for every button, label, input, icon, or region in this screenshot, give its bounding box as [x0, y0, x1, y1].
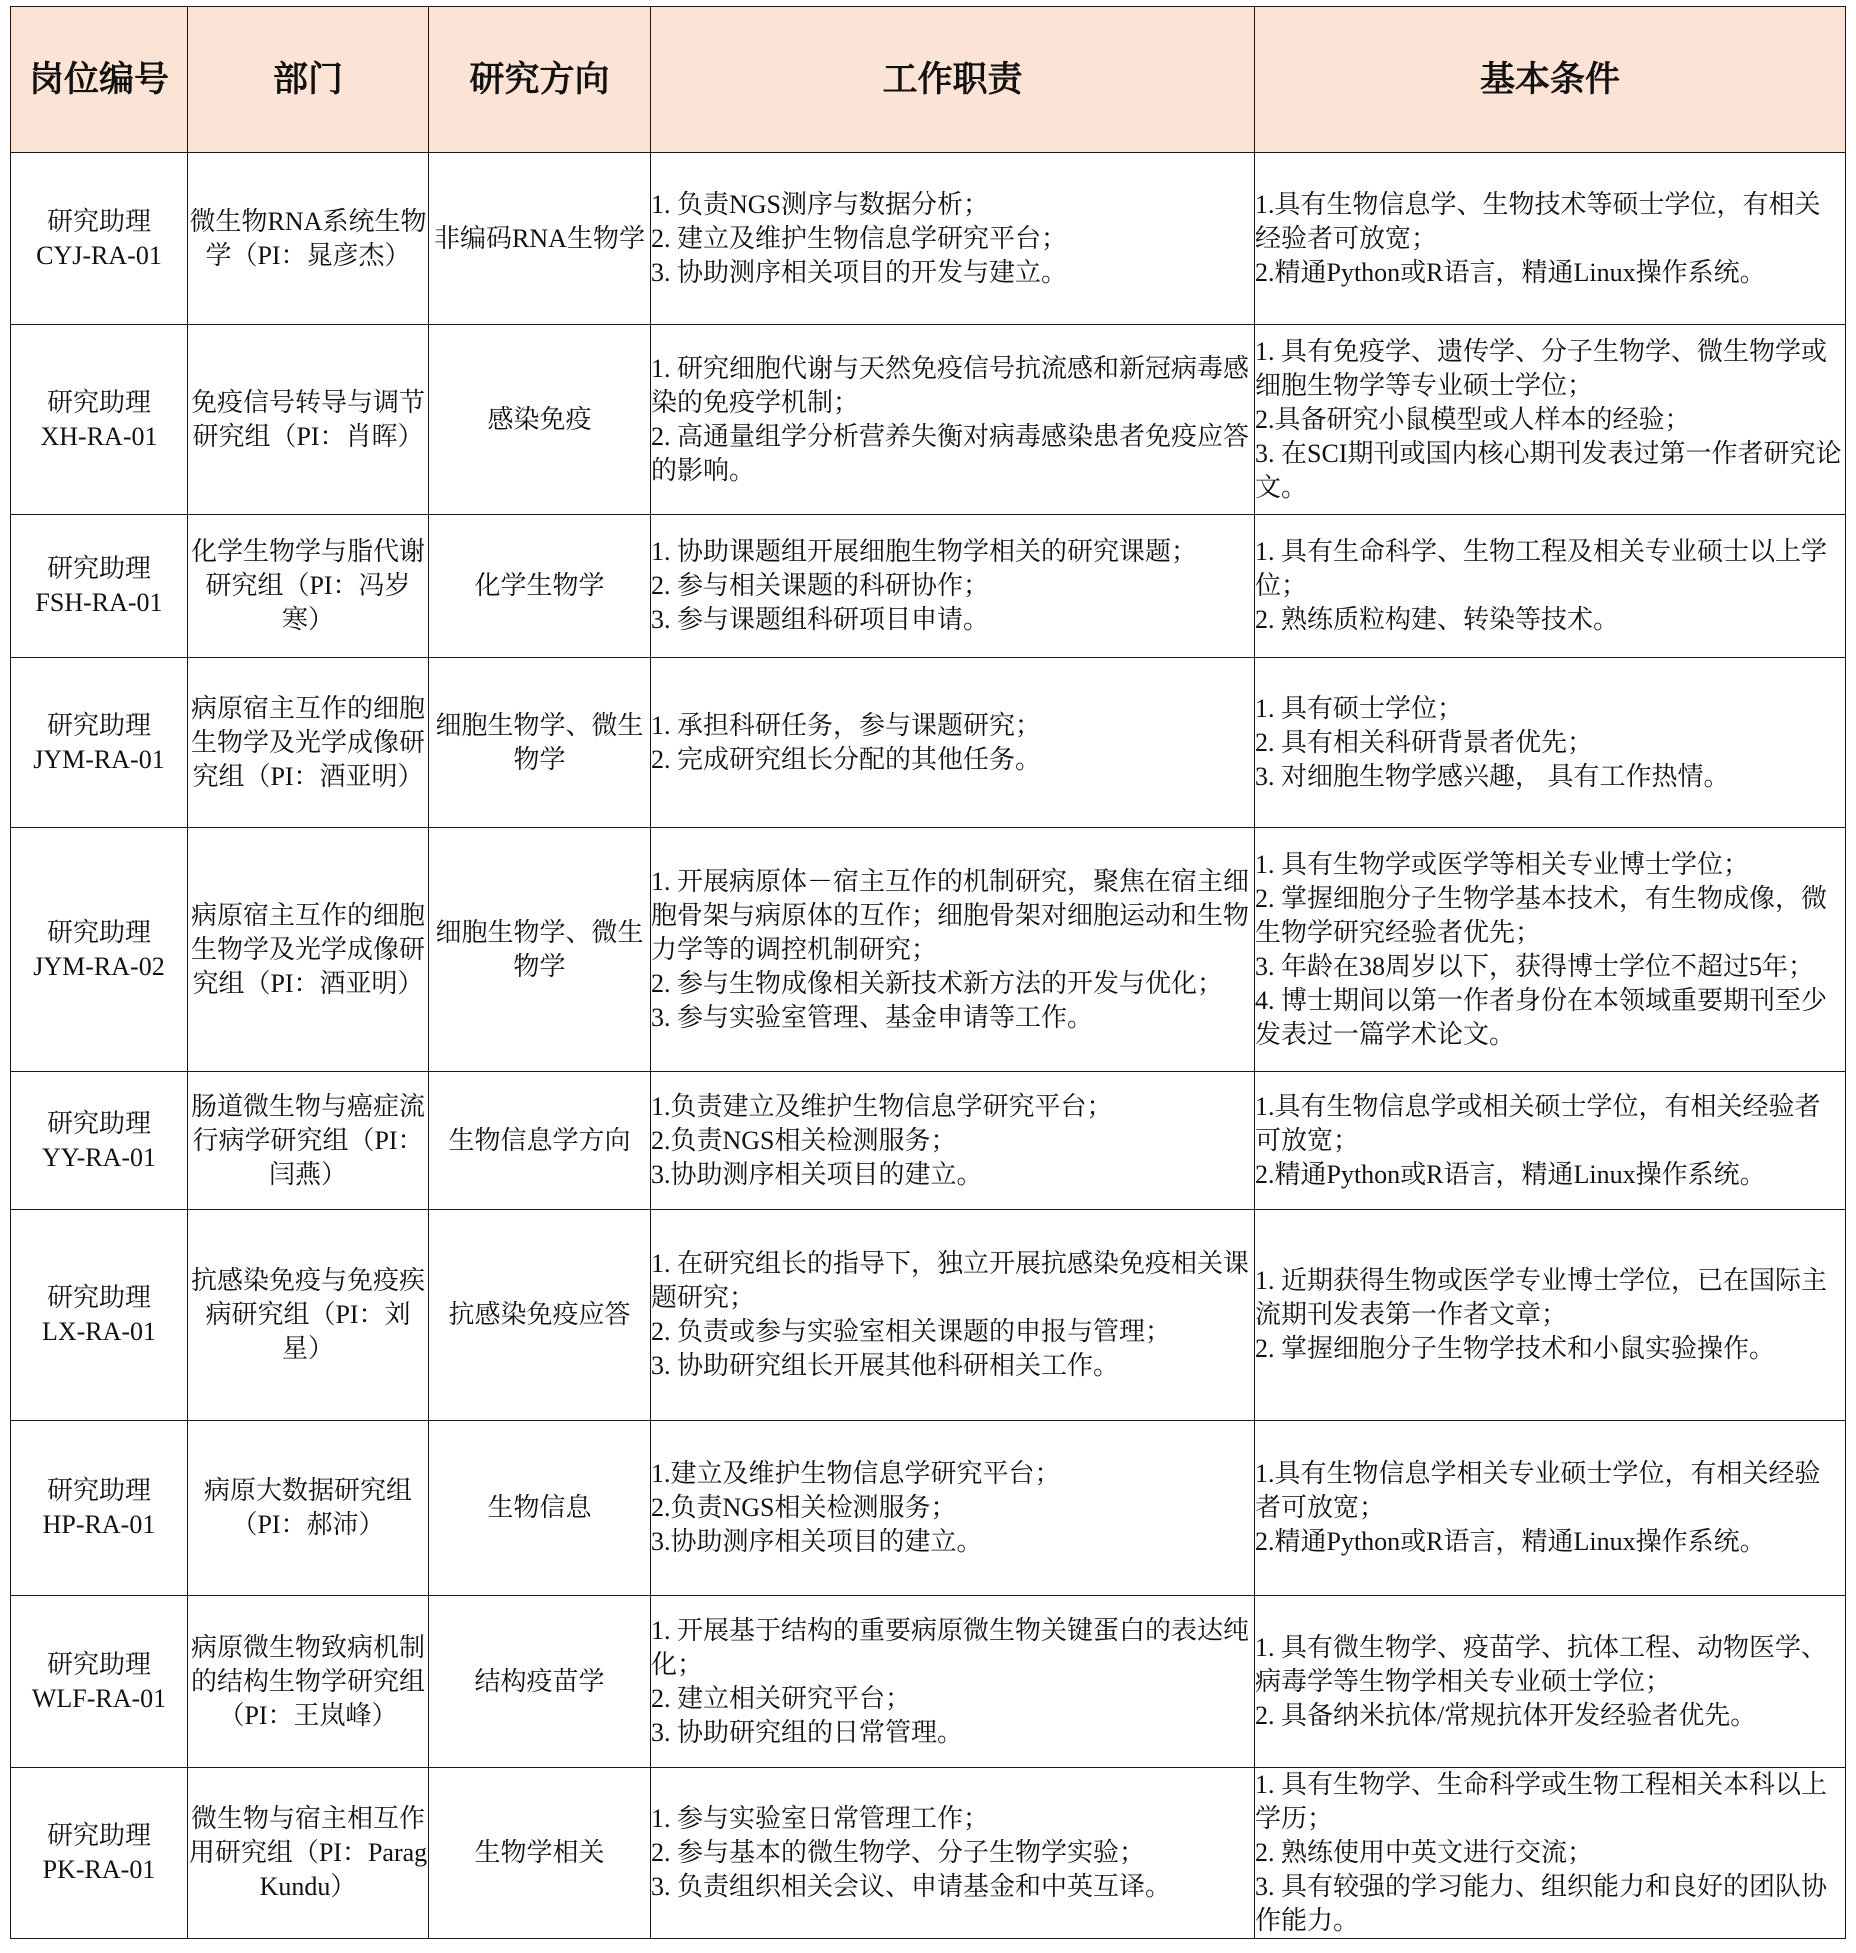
requirements-cell	[1255, 1768, 1846, 1939]
duties-cell	[651, 1421, 1255, 1596]
department-cell	[188, 325, 429, 515]
department-text: 病原微生物致病机制的结构生物学研究组（PI：王岚峰）	[190, 1632, 425, 1730]
requirement-item: 1. 具有生命科学、生物工程及相关专业硕士以上学位；	[1255, 537, 1828, 600]
direction-text: 生物信息	[487, 1493, 592, 1522]
header-department	[188, 7, 429, 153]
direction-text: 细胞生物学、微生物学	[435, 710, 644, 774]
direction-text: 感染免疫	[487, 404, 592, 434]
position-title: 研究助理	[46, 710, 151, 740]
header-duties	[651, 7, 1255, 153]
requirements-cell	[1255, 515, 1846, 658]
department-text: 微生物RNA系统生物学（PI：晁彦杰）	[189, 206, 427, 270]
duty-item: 2.负责NGS相关检测服务；	[651, 1493, 957, 1522]
direction-cell	[429, 658, 651, 828]
direction-cell	[429, 828, 651, 1072]
header-requirements	[1255, 7, 1846, 153]
requirement-item: 2. 具备纳米抗体/常规抗体开发经验者优先。	[1255, 1700, 1757, 1730]
position-code: LX-RA-01	[41, 1317, 157, 1346]
direction-cell	[429, 325, 651, 515]
department-text: 病原宿主互作的细胞生物学及光学成像研究组（PI：酒亚明）	[190, 693, 425, 791]
direction-cell	[429, 1768, 651, 1939]
direction-cell	[429, 1421, 651, 1596]
position-code: CYJ-RA-01	[36, 240, 162, 270]
duty-item: 3. 参与实验室管理、基金申请等工作。	[651, 1002, 1094, 1032]
duty-item: 2. 参与生物成像相关新技术新方法的开发与优化；	[651, 968, 1224, 998]
duty-item: 1. 负责NGS测序与数据分析；	[651, 189, 990, 219]
duties-cell	[651, 1210, 1255, 1421]
department-cell	[188, 1210, 429, 1421]
requirement-item: 2. 掌握细胞分子生物学基本技术，有生物成像，微生物学研究经验者优先；	[1255, 883, 1828, 947]
requirement-item: 2. 掌握细胞分子生物学技术和小鼠实验操作。	[1255, 1334, 1776, 1363]
department-text: 病原宿主互作的细胞生物学及光学成像研究组（PI：酒亚明）	[190, 900, 425, 998]
requirement-item: 2. 熟练使用中英文进行交流；	[1255, 1838, 1594, 1867]
requirement-item: 1.具有生物信息学相关专业硕士学位，有相关经验者可放宽；	[1255, 1459, 1821, 1522]
duty-item: 1. 研究细胞代谢与天然免疫信号抗流感和新冠病毒感染的免疫学机制；	[651, 353, 1250, 417]
job-positions-table	[10, 6, 1846, 1939]
table-row	[11, 325, 1846, 515]
duty-item: 1.建立及维护生物信息学研究平台；	[651, 1459, 1061, 1488]
duty-item: 3. 负责组织相关会议、申请基金和中英互译。	[651, 1872, 1172, 1901]
requirement-item: 2.精通Python或R语言，精通Linux操作系统。	[1255, 1159, 1766, 1189]
department-cell	[188, 1596, 429, 1768]
duty-item: 2. 参与相关课题的科研协作；	[651, 571, 990, 600]
duty-item: 2.负责NGS相关检测服务；	[651, 1125, 957, 1155]
duty-item: 3. 协助测序相关项目的开发与建立。	[651, 257, 1068, 287]
table-row	[11, 828, 1846, 1072]
position-cell	[11, 828, 188, 1072]
direction-text: 细胞生物学、微生物学	[435, 917, 644, 981]
requirement-item: 2.精通Python或R语言，精通Linux操作系统。	[1255, 257, 1766, 287]
duty-item: 1.负责建立及维护生物信息学研究平台；	[651, 1091, 1113, 1121]
position-title: 研究助理	[46, 554, 151, 583]
table-row	[11, 515, 1846, 658]
position-code: XH-RA-01	[40, 421, 158, 451]
duty-item: 3.协助测序相关项目的建立。	[651, 1527, 983, 1556]
position-cell	[11, 1421, 188, 1596]
duty-item: 2. 高通量组学分析营养失衡对病毒感染患者免疫应答的影响。	[651, 421, 1250, 485]
direction-cell	[429, 1210, 651, 1421]
duty-item: 1. 承担科研任务，参与课题研究；	[651, 710, 1042, 740]
department-cell	[188, 1421, 429, 1596]
header-label: 岗位编号	[28, 59, 169, 99]
header-label: 部门	[272, 59, 343, 99]
requirements-cell	[1255, 658, 1846, 828]
direction-text: 非编码RNA生物学	[434, 223, 645, 253]
duty-item: 2. 完成研究组长分配的其他任务。	[651, 744, 1042, 774]
direction-text: 结构疫苗学	[474, 1666, 605, 1696]
department-cell	[188, 515, 429, 658]
table-row	[11, 1596, 1846, 1768]
position-title: 研究助理	[46, 1108, 151, 1138]
direction-text: 抗感染免疫应答	[448, 1300, 631, 1329]
position-code: YY-RA-01	[41, 1142, 157, 1172]
header-label: 研究方向	[469, 59, 610, 99]
position-code: JYM-RA-02	[33, 951, 165, 981]
duties-cell	[651, 153, 1255, 325]
table-header-row	[11, 7, 1846, 153]
direction-text: 化学生物学	[474, 571, 605, 600]
header-position-id	[11, 7, 188, 153]
position-code: FSH-RA-01	[35, 588, 163, 617]
department-cell	[188, 1768, 429, 1939]
department-cell	[188, 828, 429, 1072]
requirements-cell	[1255, 153, 1846, 325]
position-cell	[11, 1072, 188, 1210]
requirement-item: 1.具有生物信息学、生物技术等硕士学位，有相关经验者可放宽；	[1255, 189, 1821, 253]
duty-item: 1. 在研究组长的指导下，独立开展抗感染免疫相关课题研究；	[651, 1249, 1250, 1312]
header-research-direction	[429, 7, 651, 153]
direction-text: 生物学相关	[474, 1838, 605, 1867]
position-cell	[11, 1596, 188, 1768]
direction-cell	[429, 1596, 651, 1768]
table-row	[11, 1210, 1846, 1421]
position-title: 研究助理	[46, 1283, 151, 1312]
duty-item: 2. 建立相关研究平台；	[651, 1683, 912, 1713]
duty-item: 2. 建立及维护生物信息学研究平台；	[651, 223, 1068, 253]
requirements-cell	[1255, 325, 1846, 515]
duty-item: 3. 协助研究组长开展其他科研相关工作。	[651, 1351, 1120, 1380]
requirements-cell	[1255, 1596, 1846, 1768]
requirements-cell	[1255, 828, 1846, 1072]
department-text: 免疫信号转导与调节研究组（PI：肖晖）	[190, 387, 425, 451]
duty-item: 1. 开展病原体－宿主互作的机制研究，聚焦在宿主细胞骨架与病原体的互作；细胞骨架对细胞运动和生物力学等的调控机制研究；	[651, 866, 1250, 964]
requirement-item: 2. 具有相关科研背景者优先；	[1255, 727, 1594, 757]
position-code: WLF-RA-01	[31, 1683, 167, 1713]
position-code: PK-RA-01	[42, 1855, 156, 1884]
department-text: 病原大数据研究组（PI：郝沛）	[203, 1476, 412, 1539]
direction-cell	[429, 153, 651, 325]
duties-cell	[651, 658, 1255, 828]
position-title: 研究助理	[46, 387, 151, 417]
requirement-item: 2.精通Python或R语言，精通Linux操作系统。	[1255, 1527, 1766, 1556]
header-label: 工作职责	[882, 59, 1023, 99]
position-title: 研究助理	[46, 206, 151, 236]
duties-cell	[651, 1768, 1255, 1939]
position-code: HP-RA-01	[42, 1510, 156, 1539]
requirement-item: 2. 熟练质粒构建、转染等技术。	[1255, 605, 1620, 634]
table-row	[11, 1421, 1846, 1596]
department-cell	[188, 1072, 429, 1210]
requirement-item: 1. 具有硕士学位；	[1255, 693, 1464, 723]
requirement-item: 1. 近期获得生物或医学专业博士学位，已在国际主流期刊发表第一作者文章；	[1255, 1266, 1828, 1329]
requirement-item: 1.具有生物信息学或相关硕士学位，有相关经验者可放宽；	[1255, 1091, 1821, 1155]
position-cell	[11, 515, 188, 658]
requirements-cell	[1255, 1421, 1846, 1596]
requirement-item: 3. 年龄在38周岁以下，获得博士学位不超过5年；	[1255, 951, 1815, 981]
header-label: 基本条件	[1479, 59, 1620, 99]
requirement-item: 1. 具有生物学、生命科学或生物工程相关本科以上学历；	[1255, 1770, 1828, 1833]
table-row	[11, 1072, 1846, 1210]
department-cell	[188, 658, 429, 828]
duties-cell	[651, 515, 1255, 658]
requirement-item: 1. 具有免疫学、遗传学、分子生物学、微生物学或细胞生物学等专业硕士学位；	[1255, 336, 1828, 400]
position-title: 研究助理	[46, 1821, 151, 1850]
requirement-item: 4. 博士期间以第一作者身份在本领域重要期刊至少发表过一篇学术论文。	[1255, 985, 1828, 1049]
department-text: 微生物与宿主相互作用研究组（PI：Parag Kundu）	[188, 1804, 428, 1901]
requirement-item: 3. 在SCI期刊或国内核心期刊发表过第一作者研究论文。	[1255, 438, 1842, 502]
duties-cell	[651, 828, 1255, 1072]
duties-cell	[651, 1596, 1255, 1768]
duty-item: 3. 协助研究组的日常管理。	[651, 1717, 964, 1747]
direction-text: 生物信息学方向	[448, 1125, 631, 1155]
direction-cell	[429, 515, 651, 658]
position-title: 研究助理	[46, 917, 151, 947]
position-cell	[11, 1210, 188, 1421]
requirement-item: 3. 具有较强的学习能力、组织能力和良好的团队协作能力。	[1255, 1872, 1828, 1935]
requirement-item: 1. 具有生物学或医学等相关专业博士学位；	[1255, 849, 1750, 879]
position-code: JYM-RA-01	[33, 744, 165, 774]
position-title: 研究助理	[46, 1476, 151, 1505]
duty-item: 1. 开展基于结构的重要病原微生物关键蛋白的表达纯化；	[651, 1615, 1250, 1679]
department-text: 化学生物学与脂代谢研究组（PI：冯岁寒）	[190, 537, 425, 634]
position-cell	[11, 325, 188, 515]
duty-item: 2. 负责或参与实验室相关课题的申报与管理；	[651, 1317, 1172, 1346]
duty-item: 3.协助测序相关项目的建立。	[651, 1159, 983, 1189]
requirement-item: 2.具备研究小鼠模型或人样本的经验；	[1255, 404, 1691, 434]
duty-item: 3. 参与课题组科研项目申请。	[651, 605, 990, 634]
duty-item: 1. 参与实验室日常管理工作；	[651, 1804, 990, 1833]
direction-cell	[429, 1072, 651, 1210]
requirement-item: 3. 对细胞生物学感兴趣， 具有工作热情。	[1255, 761, 1730, 791]
position-cell	[11, 1768, 188, 1939]
duty-item: 1. 协助课题组开展细胞生物学相关的研究课题；	[651, 537, 1198, 566]
position-cell	[11, 658, 188, 828]
table-row	[11, 658, 1846, 828]
department-text: 肠道微生物与癌症流行病学研究组（PI：闫燕）	[190, 1091, 425, 1189]
requirement-item: 1. 具有微生物学、疫苗学、抗体工程、动物医学、病毒学等生物学相关专业硕士学位；	[1255, 1632, 1828, 1696]
requirements-cell	[1255, 1072, 1846, 1210]
table-row	[11, 1768, 1846, 1939]
position-cell	[11, 153, 188, 325]
department-cell	[188, 153, 429, 325]
duty-item: 2. 参与基本的微生物学、分子生物学实验；	[651, 1838, 1146, 1867]
department-text: 抗感染免疫与免疫疾病研究组（PI：刘星）	[190, 1266, 425, 1363]
table-row	[11, 153, 1846, 325]
duties-cell	[651, 325, 1255, 515]
requirements-cell	[1255, 1210, 1846, 1421]
position-title: 研究助理	[46, 1649, 151, 1679]
duties-cell	[651, 1072, 1255, 1210]
